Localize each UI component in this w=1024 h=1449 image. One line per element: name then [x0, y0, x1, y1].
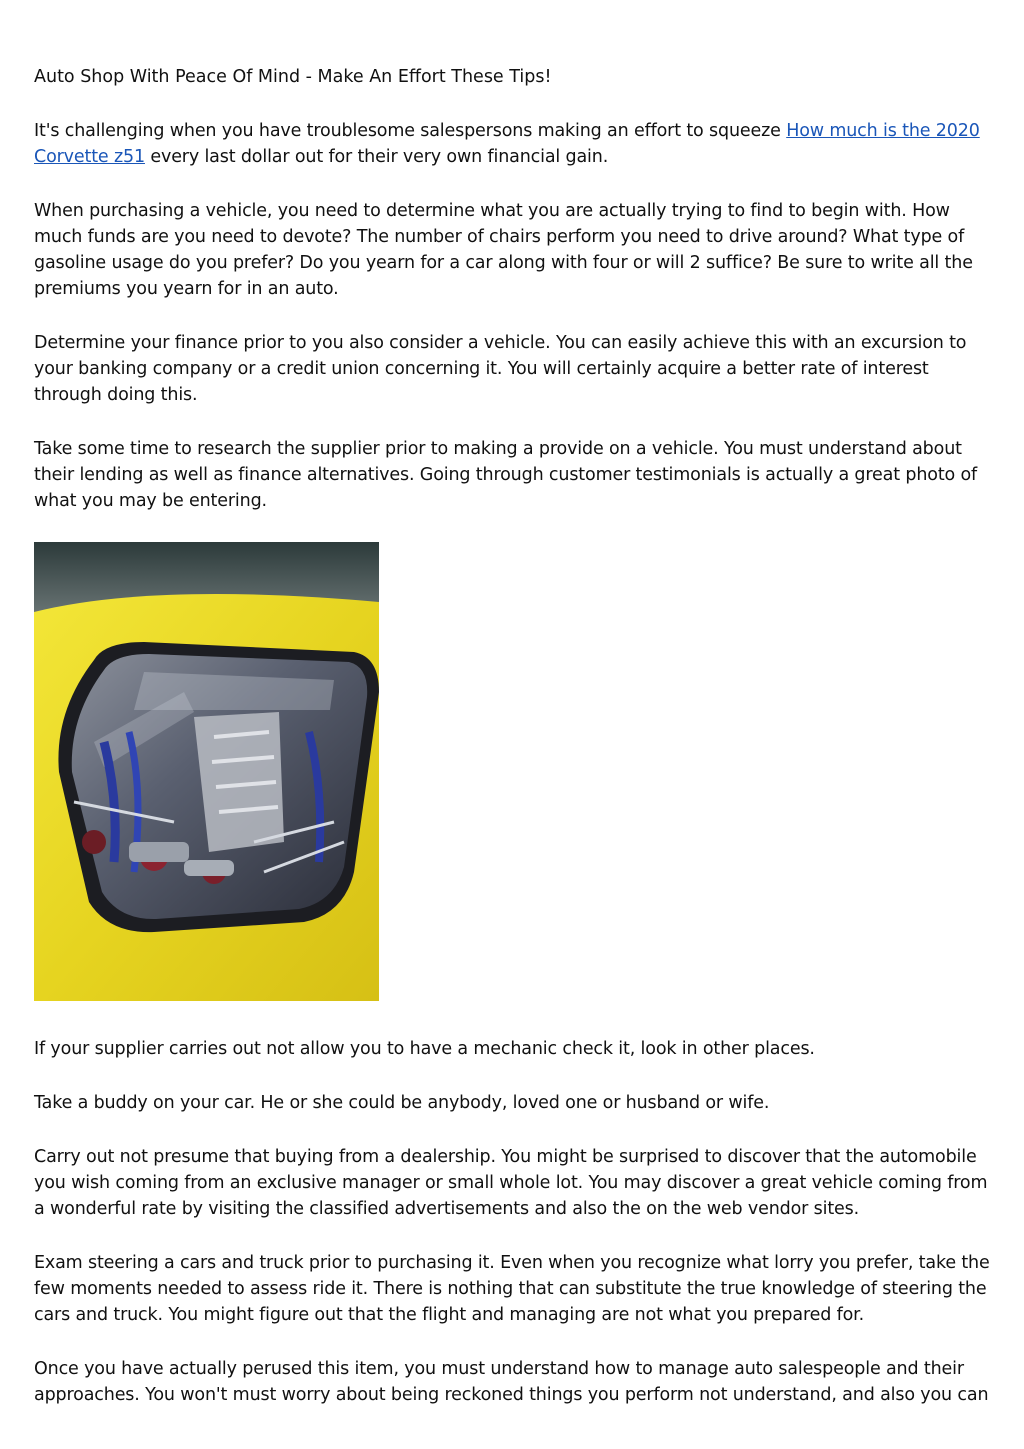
corvette-price-link[interactable]: How much is the 2020 Corvette z51	[34, 121, 980, 167]
paragraph-research: Take some time to research the supplier prior to making a provide on a vehicle. You must understand about their lending as well as finance alternatives. Going through customer testimonials is actually a great photo of what you may be entering.	[34, 439, 978, 511]
paragraph-mechanic: If your supplier carries out not allow you to have a mechanic check it, look in other places.	[34, 1039, 815, 1059]
document-page	[34, 64, 996, 1436]
paragraph-finance: Determine your finance prior to you also consider a vehicle. You can easily achieve this with an excursion to your banking company or a credit union concerning it. You will certainly acquire a better rate of interest through doing this.	[34, 333, 967, 405]
intro-text-before: It's challenging when you have troublesome salespersons making an effort to squeeze	[34, 121, 787, 141]
paragraph-buddy: Take a buddy on your car. He or she could be anybody, loved one or husband or wife.	[34, 1093, 770, 1113]
paragraph-dealership: Carry out not presume that buying from a dealership. You might be surprised to discover that the automobile you wish coming from an exclusive manager or small whole lot. You may discover a great vehicle coming from a wonderful rate by visiting the classified advertisements and also the on the web vendor sites.	[34, 1147, 988, 1219]
corvette-engine-photo	[34, 542, 379, 1001]
article-title: Auto Shop With Peace Of Mind - Make An Effort These Tips!	[34, 67, 552, 87]
paragraph-intro	[34, 118, 996, 170]
paragraph-purchasing: When purchasing a vehicle, you need to determine what you are actually trying to find to begin with. How much funds are you need to devote? The number of chairs perform you need to drive around? What type of gasoline usage do you prefer? Do you yearn for a car along with four or will 2 suffice? Be sure to write all the premiums you yearn for in an auto.	[34, 201, 973, 299]
paragraph-conclusion: Once you have actually perused this item, you must understand how to manage auto salespeople and their approaches. You won't must worry about being reckoned things you perform not understand, and also you can	[34, 1359, 989, 1405]
paragraph-test-drive: Exam steering a cars and truck prior to purchasing it. Even when you recognize what lorry you prefer, take the few moments needed to assess ride it. There is nothing that can substitute the true knowledge of steering the cars and truck. You might figure out that the flight and managing are not what you prepared for.	[34, 1253, 990, 1325]
intro-text-after: every last dollar out for their very own financial gain.	[144, 147, 609, 167]
